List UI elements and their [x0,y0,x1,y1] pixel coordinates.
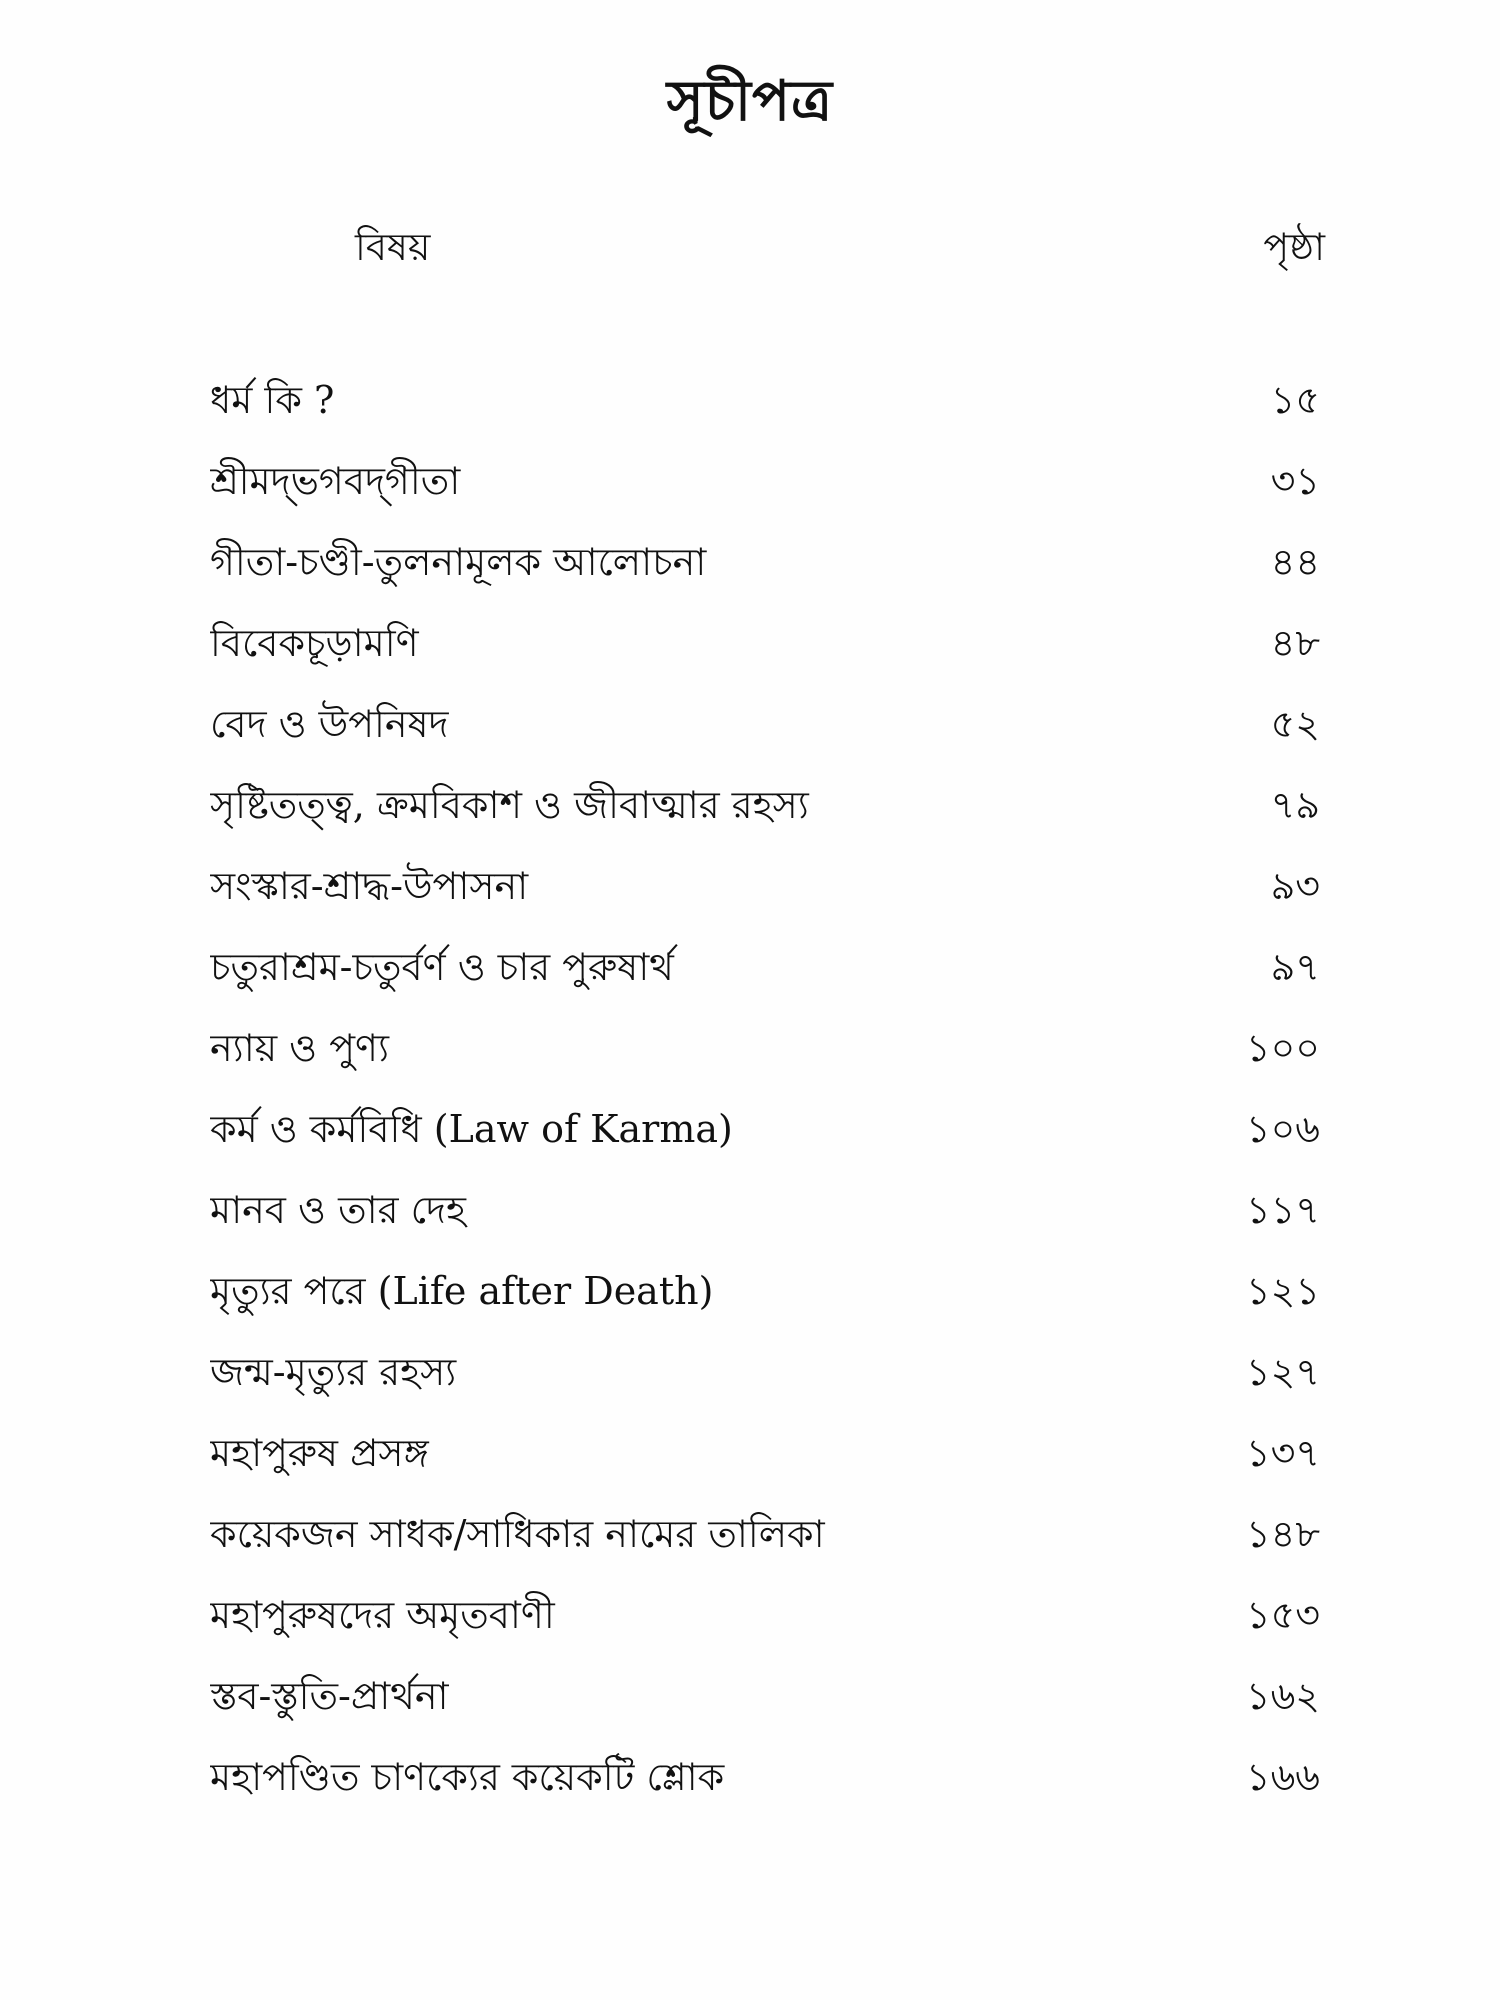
toc-entry-title: মহাপুরুষদের অমৃতবাণী [210,1592,555,1637]
toc-entry-title: জন্ম-মৃত্যুর রহস্য [210,1349,457,1394]
toc-entry-page-number: ৭৯ [1270,782,1320,827]
toc-entry-title: চতুরাশ্রম-চতুর্বর্ণ ও চার পুরুষার্থ [210,944,674,989]
toc-entry-title: শ্রীমদ্‌ভগবদ্‌গীতা [210,458,461,503]
toc-entry [210,848,1320,929]
toc-entry-page-number: ১৬৬ [1245,1754,1320,1799]
toc-entry-title: সৃষ্টিতত্ত্ব, ক্রমবিকাশ ও জীবাত্মার রহস্য [210,782,809,827]
toc-entry-title: বিবেকচূড়ামণি [210,620,419,665]
toc-entry [210,1658,1320,1739]
toc-entry-page-number: ১২৭ [1245,1349,1320,1394]
toc-entry-title: স্তব-স্তুতি-প্রার্থনা [210,1673,449,1718]
toc-entry-title: গীতা-চণ্ডী-তুলনামূলক আলোচনা [210,539,707,584]
toc-entry-title: বেদ ও উপনিষদ [210,701,449,746]
toc-entry-page-number: ৫২ [1270,701,1320,746]
toc-entry [210,1739,1320,1820]
toc-entry-title: মৃত্যুর পরে (Life after Death) [210,1268,714,1313]
toc-entry-title: কয়েকজন সাধক/সাধিকার নামের তালিকা [210,1511,825,1556]
subject-column-header: বিষয় [355,225,431,269]
toc-entry-title: মানব ও তার দেহ [210,1187,466,1232]
toc-entry-title: ধর্ম কি ? [210,377,335,422]
table-of-contents [210,362,1320,1820]
toc-entry-page-number: ৯৩ [1270,863,1320,908]
toc-entry-page-number: ৩১ [1270,458,1320,503]
toc-entry [210,1253,1320,1334]
toc-entry [210,1010,1320,1091]
toc-entry [210,605,1320,686]
toc-entry [210,686,1320,767]
toc-entry-title: মহাপুরুষ প্রসঙ্গ [210,1430,429,1475]
toc-entry-title: ন্যায় ও পুণ্য [210,1025,390,1070]
toc-entry [210,1496,1320,1577]
toc-entry-page-number: ১১৭ [1245,1187,1320,1232]
toc-entry [210,1091,1320,1172]
toc-entry-page-number: ৪৪ [1270,539,1320,584]
toc-entry-page-number: ১০০ [1245,1025,1320,1070]
toc-entry [210,1172,1320,1253]
toc-entry [210,1334,1320,1415]
toc-entry-page-number: ১৪৮ [1246,1511,1320,1556]
toc-entry-title: কর্ম ও কর্মবিধি (Law of Karma) [210,1106,733,1151]
page-column-header: পৃষ্ঠা [1263,225,1325,269]
toc-entry [210,767,1320,848]
toc-entry-page-number: ১৫ [1270,377,1320,422]
toc-entry [210,443,1320,524]
toc-entry-page-number: ১৩৭ [1245,1430,1320,1475]
toc-entry-page-number: ১০৬ [1245,1106,1320,1151]
page-title: সূচীপত্র [666,68,834,134]
toc-entry [210,1415,1320,1496]
toc-entry-page-number: ১৬২ [1245,1673,1320,1718]
toc-entry [210,362,1320,443]
toc-entry [210,929,1320,1010]
toc-entry-page-number: ৪৮ [1270,620,1320,665]
toc-entry-title: মহাপণ্ডিত চাণক্যের কয়েকটি শ্লোক [210,1754,725,1799]
toc-entry [210,1577,1320,1658]
toc-entry [210,524,1320,605]
toc-entry-page-number: ৯৭ [1270,944,1320,989]
toc-entry-page-number: ১৫৩ [1245,1592,1320,1637]
toc-entry-page-number: ১২১ [1245,1268,1320,1313]
toc-entry-title: সংস্কার-শ্রাদ্ধ-উপাসনা [210,863,529,908]
